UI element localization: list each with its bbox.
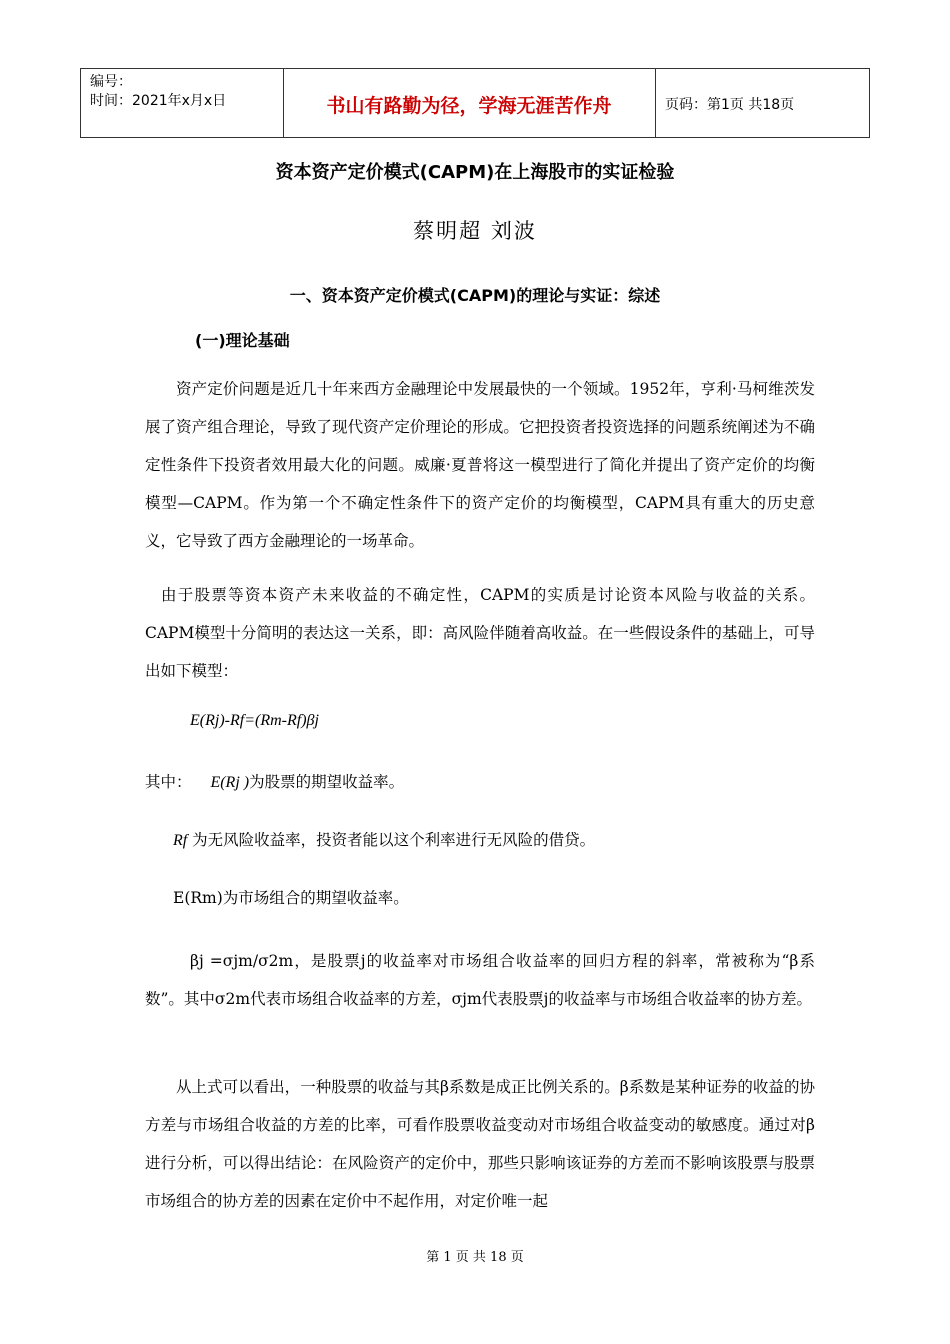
capm-formula: E(Rj)-Rf=(Rm-Rf)βj	[190, 712, 319, 729]
document-title: 资本资产定价模式(CAPM)在上海股市的实证检验	[275, 162, 675, 183]
page-footer: 第 1 页 共 18 页	[426, 1250, 524, 1265]
header-border-left	[80, 69, 81, 137]
rf-line	[173, 828, 595, 850]
date-label: 时间：2021年x月x日	[90, 93, 227, 109]
code-label: 编号：	[90, 74, 132, 90]
section-heading-1: 一、资本资产定价模式(CAPM)的理论与实证：综述	[289, 286, 661, 305]
e-rj-symbol: E(Rj )	[210, 774, 250, 791]
subsection-heading-1: (一)理论基础	[195, 331, 290, 350]
beta-definition: βj =σjm/σ2m，是股票j的收益率对市场组合收益率的回归方程的斜率，常被称为“β系数”。其中σ2m代表市场组合收益率的方差，σjm代表股票j的收益率与市场组合收益率的协方差。	[145, 952, 815, 1008]
e-rm-line	[173, 886, 409, 908]
header-table	[80, 68, 870, 138]
authors: 蔡明超 刘波	[413, 219, 537, 243]
paragraph-2: 由于股票等资本资产未来收益的不确定性，CAPM的实质是讨论资本风险与收益的关系。CAPM模型十分简明的表达这一关系，即：高风险伴随着高收益。在一些假设条件的基础上，可导出如下模型：	[145, 586, 815, 680]
header-divider-2	[655, 69, 656, 137]
rf-description: 为无风险收益率，投资者能以这个利率进行无风险的借贷。	[192, 831, 596, 849]
header-left-cell	[90, 73, 226, 111]
rf-symbol: Rf	[173, 832, 188, 849]
header-page-info: 页码：第1页 共18页	[665, 97, 795, 113]
paragraph-3: 从上式可以看出，一种股票的收益与其β系数是成正比例关系的。β系数是某种证券的收益的协方差与市场组合收益的方差的比率，可看作股票收益变动对市场组合收益变动的敏感度。通过对β进行分析，可以得出结论：在风险资产的定价中，那些只影响该证券的方差而不影响该股票与股票市场组合的协方差的因素在定价中不起作用，对定价唯一起	[145, 1078, 815, 1210]
header-motto: 书山有路勤为径，学海无涯苦作舟	[326, 95, 612, 117]
paragraph-1: 资产定价问题是近几十年来西方金融理论中发展最快的一个领域。1952年，亨利·马柯维茨发展了资产组合理论，导致了现代资产定价理论的形成。它把投资者投资选择的问题系统阐述为不确定性条件下投资者效用最大化的问题。威廉·夏普将这一模型进行了简化并提出了资产定价的均衡模型—CAPM。作为第一个不确定性条件下的资产定价的均衡模型，CAPM具有重大的历史意义，它导致了西方金融理论的一场革命。	[145, 380, 815, 550]
e-rm-symbol: E(Rm)	[173, 889, 223, 907]
e-rm-description: 为市场组合的期望收益率。	[222, 889, 409, 907]
header-border-right	[869, 69, 870, 137]
where-label: 其中：	[145, 773, 192, 791]
where-line	[145, 770, 404, 792]
e-rj-description: 为股票的期望收益率。	[249, 773, 405, 791]
